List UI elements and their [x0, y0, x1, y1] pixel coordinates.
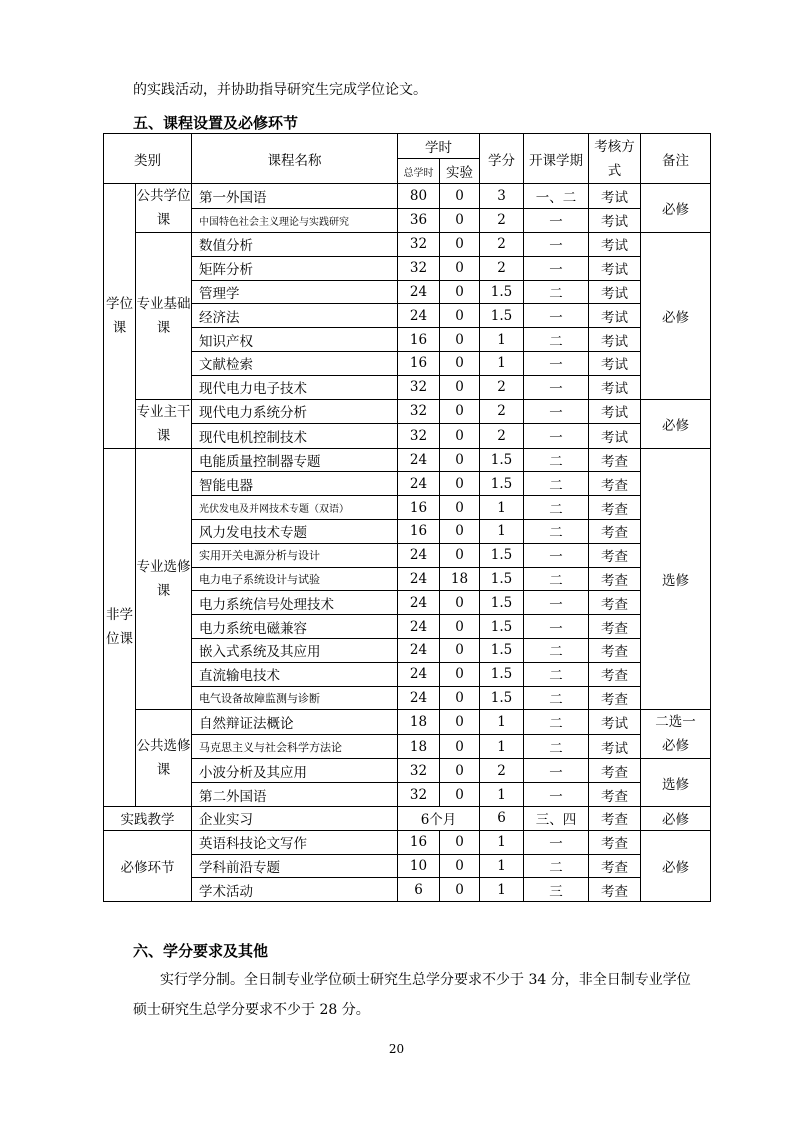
course-lab-hours: 0 — [440, 783, 480, 807]
course-semester: 一 — [524, 615, 589, 639]
course-name: 电气设备故障监测与诊断 — [192, 686, 398, 710]
course-credits: 1.5 — [480, 662, 524, 686]
header-category: 类别 — [104, 134, 192, 184]
group-required-links: 必修环节 — [104, 830, 192, 901]
course-row — [104, 304, 711, 328]
course-total-hours: 16 — [398, 519, 440, 543]
course-assessment: 考查 — [589, 759, 641, 783]
course-name: 直流输电技术 — [192, 662, 398, 686]
course-total-hours: 24 — [398, 280, 440, 304]
course-credits: 1.5 — [480, 615, 524, 639]
course-assessment: 考试 — [589, 280, 641, 304]
course-credits: 1.5 — [480, 448, 524, 472]
course-row — [104, 233, 711, 257]
course-assessment: 考查 — [589, 448, 641, 472]
group-non-degree: 非学位课 — [104, 448, 136, 806]
course-total-hours: 32 — [398, 424, 440, 449]
course-credits: 1.5 — [480, 591, 524, 615]
header-lab: 实验 — [440, 159, 480, 184]
course-row — [104, 854, 711, 878]
course-name: 英语科技论文写作 — [192, 830, 398, 854]
course-assessment: 考试 — [589, 351, 641, 375]
course-note: 必修 — [641, 806, 711, 830]
course-lab-hours: 0 — [440, 496, 480, 520]
course-lab-hours: 0 — [440, 448, 480, 472]
course-row — [104, 256, 711, 280]
course-name: 嵌入式系统及其应用 — [192, 638, 398, 662]
course-credits: 2 — [480, 375, 524, 399]
course-row — [104, 375, 711, 399]
course-assessment: 考查 — [589, 543, 641, 567]
course-credits: 1 — [480, 496, 524, 520]
course-credits: 1 — [480, 710, 524, 735]
course-lab-hours: 0 — [440, 208, 480, 233]
course-row — [104, 830, 711, 854]
course-credits: 1.5 — [480, 686, 524, 710]
course-name: 学术活动 — [192, 878, 398, 902]
course-total-hours: 24 — [398, 472, 440, 496]
course-assessment: 考查 — [589, 806, 641, 830]
course-semester: 一、二 — [524, 184, 589, 209]
course-note: 必修 — [641, 233, 711, 400]
course-name: 现代电力系统分析 — [192, 399, 398, 424]
course-name: 风力发电技术专题 — [192, 519, 398, 543]
course-lab-hours: 0 — [440, 615, 480, 639]
header-course-name: 课程名称 — [192, 134, 398, 184]
course-name: 智能电器 — [192, 472, 398, 496]
course-total-hours: 10 — [398, 854, 440, 878]
course-row — [104, 399, 711, 424]
course-assessment: 考试 — [589, 256, 641, 280]
course-lab-hours: 0 — [440, 878, 480, 902]
course-assessment: 考查 — [589, 638, 641, 662]
course-total-hours: 16 — [398, 830, 440, 854]
course-credits: 1.5 — [480, 543, 524, 567]
course-lab-hours: 0 — [440, 304, 480, 328]
course-semester: 二 — [524, 734, 589, 759]
course-semester: 一 — [524, 543, 589, 567]
course-row — [104, 208, 711, 233]
course-assessment: 考查 — [589, 615, 641, 639]
course-assessment: 考试 — [589, 710, 641, 735]
course-credits: 1 — [480, 519, 524, 543]
course-semester: 一 — [524, 424, 589, 449]
course-lab-hours: 0 — [440, 638, 480, 662]
course-name: 企业实习 — [192, 806, 398, 830]
course-semester: 三 — [524, 878, 589, 902]
course-assessment: 考查 — [589, 519, 641, 543]
course-row — [104, 806, 711, 830]
course-semester: 一 — [524, 304, 589, 328]
course-lab-hours: 0 — [440, 759, 480, 783]
course-credits: 2 — [480, 399, 524, 424]
course-lab-hours: 18 — [440, 567, 480, 591]
course-assessment: 考查 — [589, 496, 641, 520]
header-assessment: 考核方式 — [589, 134, 641, 184]
course-row — [104, 543, 711, 567]
course-name: 第一外国语 — [192, 184, 398, 209]
course-row — [104, 710, 711, 735]
course-row — [104, 472, 711, 496]
course-row — [104, 184, 711, 209]
course-semester: 一 — [524, 399, 589, 424]
group-degree: 学位课 — [104, 184, 136, 449]
course-assessment: 考查 — [589, 878, 641, 902]
course-name: 实用开关电源分析与设计 — [192, 543, 398, 567]
course-lab-hours: 0 — [440, 854, 480, 878]
course-credits: 1.5 — [480, 472, 524, 496]
section-6-heading: 六、学分要求及其他 — [133, 942, 269, 960]
credit-paragraph-line-1: 实行学分制。全日制专业学位硕士研究生总学分要求不少于 34 分，非全日制专业学位 — [160, 972, 691, 988]
course-assessment: 考试 — [589, 734, 641, 759]
course-name: 马克思主义与社会科学方法论 — [192, 734, 398, 759]
course-row — [104, 662, 711, 686]
course-row — [104, 615, 711, 639]
course-name: 自然辩证法概论 — [192, 710, 398, 735]
course-semester: 一 — [524, 591, 589, 615]
course-note: 选修 — [641, 448, 711, 710]
course-lab-hours: 0 — [440, 399, 480, 424]
course-assessment: 考查 — [589, 686, 641, 710]
course-total-hours: 16 — [398, 351, 440, 375]
course-assessment: 考试 — [589, 184, 641, 209]
course-semester: 一 — [524, 375, 589, 399]
section-5-heading: 五、课程设置及必修环节 — [133, 114, 299, 132]
course-name: 矩阵分析 — [192, 256, 398, 280]
course-credits: 1.5 — [480, 567, 524, 591]
course-semester: 二 — [524, 686, 589, 710]
course-semester: 一 — [524, 759, 589, 783]
course-name: 知识产权 — [192, 328, 398, 352]
header-row — [104, 134, 711, 159]
course-lab-hours: 0 — [440, 280, 480, 304]
course-credits: 1 — [480, 351, 524, 375]
course-total-hours: 36 — [398, 208, 440, 233]
course-name: 光伏发电及并网技术专题（双语） — [192, 496, 398, 520]
course-total-hours: 32 — [398, 375, 440, 399]
course-row — [104, 759, 711, 783]
course-name: 经济法 — [192, 304, 398, 328]
course-total-hours: 18 — [398, 734, 440, 759]
group-public-degree: 公共学位课 — [136, 184, 192, 233]
page-number: 20 — [388, 1042, 405, 1056]
course-note-line: 必修 — [662, 738, 689, 755]
group-practice: 实践教学 — [104, 806, 192, 830]
course-total-hours: 24 — [398, 686, 440, 710]
course-name: 电能质量控制器专题 — [192, 448, 398, 472]
course-semester: 一 — [524, 233, 589, 257]
course-row — [104, 878, 711, 902]
course-row — [104, 686, 711, 710]
header-credits: 学分 — [480, 134, 524, 184]
course-lab-hours: 0 — [440, 472, 480, 496]
course-lab-hours: 0 — [440, 519, 480, 543]
course-name: 第二外国语 — [192, 783, 398, 807]
course-semester: 二 — [524, 280, 589, 304]
course-row — [104, 591, 711, 615]
course-semester: 一 — [524, 783, 589, 807]
course-total-hours: 24 — [398, 304, 440, 328]
course-total-hours: 24 — [398, 638, 440, 662]
course-semester: 二 — [524, 448, 589, 472]
course-row — [104, 280, 711, 304]
course-lab-hours: 0 — [440, 351, 480, 375]
course-assessment: 考查 — [589, 567, 641, 591]
course-assessment: 考试 — [589, 399, 641, 424]
course-semester: 二 — [524, 567, 589, 591]
course-assessment: 考查 — [589, 472, 641, 496]
course-credits: 1.5 — [480, 638, 524, 662]
course-name: 小波分析及其应用 — [192, 759, 398, 783]
course-assessment: 考查 — [589, 854, 641, 878]
course-total-hours: 24 — [398, 615, 440, 639]
header-notes: 备注 — [641, 134, 711, 184]
course-hours: 6个月 — [398, 806, 480, 830]
course-note: 选修 — [641, 759, 711, 807]
course-semester: 二 — [524, 519, 589, 543]
course-credits: 6 — [480, 806, 524, 830]
course-assessment: 考查 — [589, 591, 641, 615]
group-basic: 专业基础课 — [136, 233, 192, 400]
course-row — [104, 638, 711, 662]
course-name: 中国特色社会主义理论与实践研究 — [192, 208, 398, 233]
course-row — [104, 519, 711, 543]
course-total-hours: 32 — [398, 759, 440, 783]
course-semester: 三、四 — [524, 806, 589, 830]
course-assessment: 考查 — [589, 662, 641, 686]
course-semester: 二 — [524, 710, 589, 735]
course-credits: 2 — [480, 424, 524, 449]
course-note-line: 二选一 — [655, 714, 696, 731]
course-lab-hours: 0 — [440, 328, 480, 352]
intro-line: 的实践活动，并协助指导研究生完成学位论文。 — [133, 82, 427, 98]
course-assessment: 考试 — [589, 328, 641, 352]
course-lab-hours: 0 — [440, 184, 480, 209]
course-row — [104, 351, 711, 375]
course-assessment: 考试 — [589, 375, 641, 399]
course-semester: 二 — [524, 854, 589, 878]
course-credits: 1 — [480, 854, 524, 878]
course-total-hours: 32 — [398, 256, 440, 280]
course-semester: 一 — [524, 830, 589, 854]
course-semester: 二 — [524, 328, 589, 352]
course-total-hours: 80 — [398, 184, 440, 209]
course-credits: 1 — [480, 734, 524, 759]
course-row — [104, 496, 711, 520]
course-note: 必修 — [641, 399, 711, 448]
course-semester: 二 — [524, 662, 589, 686]
course-total-hours: 6 — [398, 878, 440, 902]
course-semester: 一 — [524, 256, 589, 280]
course-name: 文献检索 — [192, 351, 398, 375]
course-total-hours: 18 — [398, 710, 440, 735]
course-credits: 1 — [480, 830, 524, 854]
course-table — [103, 133, 711, 902]
course-assessment: 考试 — [589, 208, 641, 233]
course-semester: 一 — [524, 351, 589, 375]
course-note: 必修 — [641, 184, 711, 233]
course-semester: 二 — [524, 472, 589, 496]
course-row — [104, 328, 711, 352]
course-credits: 1.5 — [480, 304, 524, 328]
course-lab-hours: 0 — [440, 233, 480, 257]
course-assessment: 考查 — [589, 830, 641, 854]
course-name: 现代电力电子技术 — [192, 375, 398, 399]
course-total-hours: 24 — [398, 662, 440, 686]
course-name: 管理学 — [192, 280, 398, 304]
course-row — [104, 448, 711, 472]
course-note — [641, 710, 711, 759]
course-lab-hours: 0 — [440, 830, 480, 854]
course-name: 电力系统信号处理技术 — [192, 591, 398, 615]
course-credits: 1 — [480, 878, 524, 902]
group-elective: 专业选修课 — [136, 448, 192, 710]
course-name: 电力系统电磁兼容 — [192, 615, 398, 639]
course-total-hours: 24 — [398, 448, 440, 472]
credit-paragraph-line-2: 硕士研究生总学分要求不少于 28 分。 — [133, 1002, 370, 1018]
course-name: 电力电子系统设计与试验 — [192, 567, 398, 591]
course-assessment: 考试 — [589, 233, 641, 257]
course-assessment: 考查 — [589, 783, 641, 807]
course-credits: 3 — [480, 184, 524, 209]
course-assessment: 考试 — [589, 304, 641, 328]
course-assessment: 考试 — [589, 424, 641, 449]
course-credits: 2 — [480, 759, 524, 783]
course-total-hours: 24 — [398, 543, 440, 567]
header-total-hours: 总学时 — [398, 159, 440, 184]
course-semester: 二 — [524, 638, 589, 662]
course-total-hours: 16 — [398, 496, 440, 520]
course-name: 现代电机控制技术 — [192, 424, 398, 449]
group-public-elective: 公共选修课 — [136, 710, 192, 807]
course-lab-hours: 0 — [440, 662, 480, 686]
course-semester: 一 — [524, 208, 589, 233]
course-semester: 二 — [524, 496, 589, 520]
course-lab-hours: 0 — [440, 375, 480, 399]
course-lab-hours: 0 — [440, 543, 480, 567]
course-lab-hours: 0 — [440, 710, 480, 735]
course-total-hours: 32 — [398, 399, 440, 424]
course-credits: 1 — [480, 328, 524, 352]
course-row — [104, 567, 711, 591]
group-main: 专业主干课 — [136, 399, 192, 448]
course-credits: 2 — [480, 256, 524, 280]
course-name: 数值分析 — [192, 233, 398, 257]
header-semester: 开课学期 — [524, 134, 589, 184]
course-credits: 2 — [480, 208, 524, 233]
course-total-hours: 24 — [398, 567, 440, 591]
course-lab-hours: 0 — [440, 734, 480, 759]
course-credits: 2 — [480, 233, 524, 257]
course-note: 必修 — [641, 830, 711, 901]
course-lab-hours: 0 — [440, 256, 480, 280]
course-lab-hours: 0 — [440, 424, 480, 449]
course-total-hours: 24 — [398, 591, 440, 615]
course-name: 学科前沿专题 — [192, 854, 398, 878]
course-lab-hours: 0 — [440, 591, 480, 615]
course-total-hours: 16 — [398, 328, 440, 352]
course-total-hours: 32 — [398, 233, 440, 257]
course-row — [104, 734, 711, 759]
course-total-hours: 32 — [398, 783, 440, 807]
course-credits: 1.5 — [480, 280, 524, 304]
course-row — [104, 783, 711, 807]
course-credits: 1 — [480, 783, 524, 807]
header-hours: 学时 — [398, 134, 480, 159]
course-lab-hours: 0 — [440, 686, 480, 710]
course-row — [104, 424, 711, 449]
